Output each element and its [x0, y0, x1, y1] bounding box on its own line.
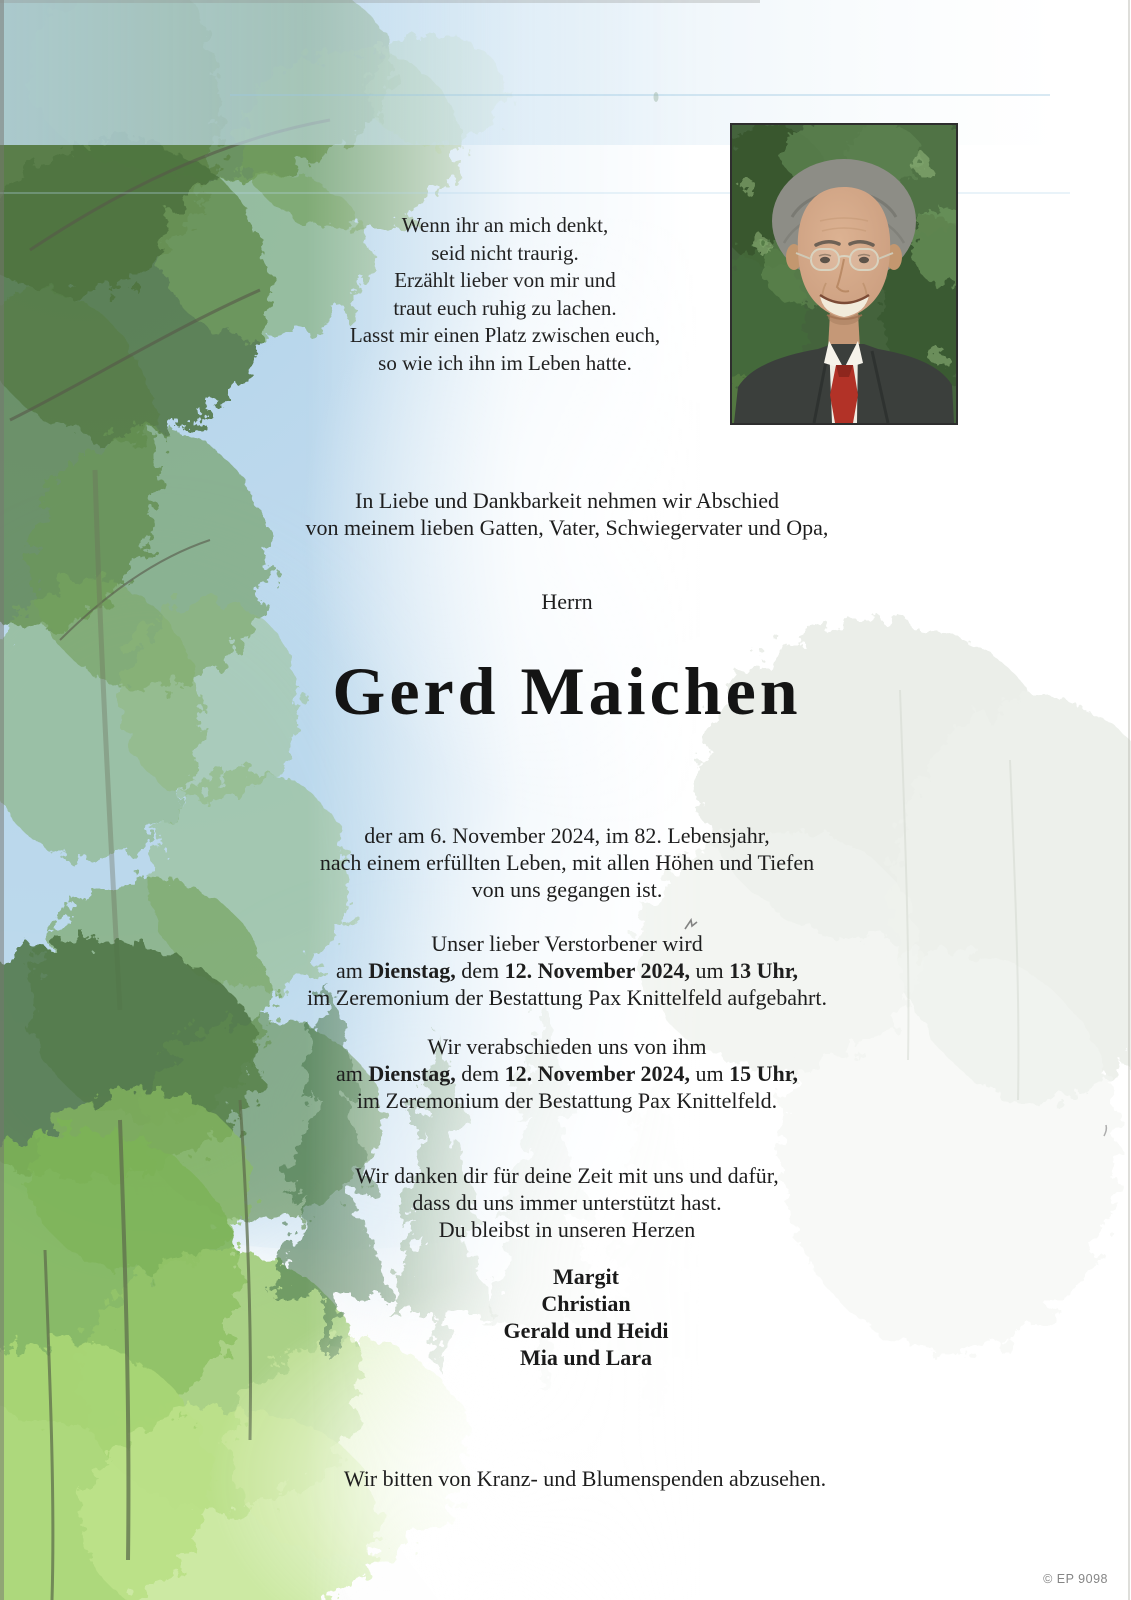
aufbahrung-line: Unser lieber Verstorbener wird: [431, 931, 703, 956]
poem-line: Wenn ihr an mich denkt,: [401, 213, 609, 237]
poem-line: Lasst mir einen Platz zwischen euch,: [349, 323, 661, 347]
memorial-poem: [255, 212, 755, 377]
mourner-name: Mia und Lara: [519, 1345, 653, 1370]
mourner-name: Christian: [541, 1291, 631, 1316]
mourner-name: Gerald und Heidi: [503, 1318, 669, 1343]
poem-line: so wie ich ihn im Leben hatte.: [378, 350, 632, 375]
intro-line: von meinem lieben Gatten, Vater, Schwiegervater und Opa,: [305, 515, 829, 540]
abschied-line: Wir verabschieden uns von ihm: [427, 1034, 707, 1059]
intro-line: In Liebe und Dankbarkeit nehmen wir Abschied: [355, 488, 779, 513]
date-value: 12. November 2024,: [504, 1061, 691, 1086]
thanks-line: Wir danken dir für deine Zeit mit uns und dafür,: [355, 1163, 779, 1188]
date-text: um: [690, 1061, 730, 1086]
date-text: am: [335, 1061, 369, 1086]
date-text: dem: [455, 958, 505, 983]
date-text: am: [335, 958, 369, 983]
poem-line: seid nicht traurig.: [431, 240, 579, 265]
abschied-location-line: im Zeremonium der Bestattung Pax Knittelfeld.: [356, 1088, 778, 1113]
mourners-list: [286, 1263, 886, 1371]
thanks-message: [267, 1162, 867, 1243]
date-text: um: [690, 958, 730, 983]
salutation: Herrn: [541, 589, 593, 614]
thanks-line: Du bleibst in unseren Herzen: [438, 1217, 696, 1242]
date-weekday: Dienstag,: [368, 1061, 456, 1086]
thanks-line: dass du uns immer unterstützt hast.: [412, 1190, 722, 1215]
date-text: dem: [455, 1061, 505, 1086]
aufbahrung-location-line: im Zeremonium der Bestattung Pax Knittelfeld aufgebahrt.: [307, 985, 827, 1010]
death-line: nach einem erfüllten Leben, mit allen Höhen und Tiefen: [319, 850, 815, 875]
poem-line: Erzählt lieber von mir und: [394, 268, 616, 292]
print-copyright: © EP 9098: [1043, 1572, 1108, 1586]
lying-in-repose-details: [267, 930, 867, 1011]
time-value: 15 Uhr,: [729, 1061, 799, 1086]
date-value: 12. November 2024,: [504, 958, 691, 983]
death-line: der am 6. November 2024, im 82. Lebensjahr,: [364, 823, 770, 848]
death-line: von uns gegangen ist.: [471, 877, 663, 902]
farewell-ceremony-details: [267, 1033, 867, 1114]
time-value: 13 Uhr,: [729, 958, 799, 983]
portrait-photo: [730, 123, 958, 425]
deceased-name: Gerd Maichen: [332, 653, 802, 729]
portrait-of-deceased: [732, 125, 956, 423]
abschied-date-line: [267, 1060, 867, 1087]
date-weekday: Dienstag,: [368, 958, 456, 983]
aufbahrung-date-line: [267, 957, 867, 984]
death-details: [267, 822, 867, 903]
farewell-intro: [267, 487, 867, 541]
mourner-name: Margit: [553, 1264, 619, 1289]
flower-donation-request: Wir bitten von Kranz- und Blumenspenden abzusehen.: [343, 1466, 827, 1491]
poem-line: traut euch ruhig zu lachen.: [393, 295, 617, 320]
